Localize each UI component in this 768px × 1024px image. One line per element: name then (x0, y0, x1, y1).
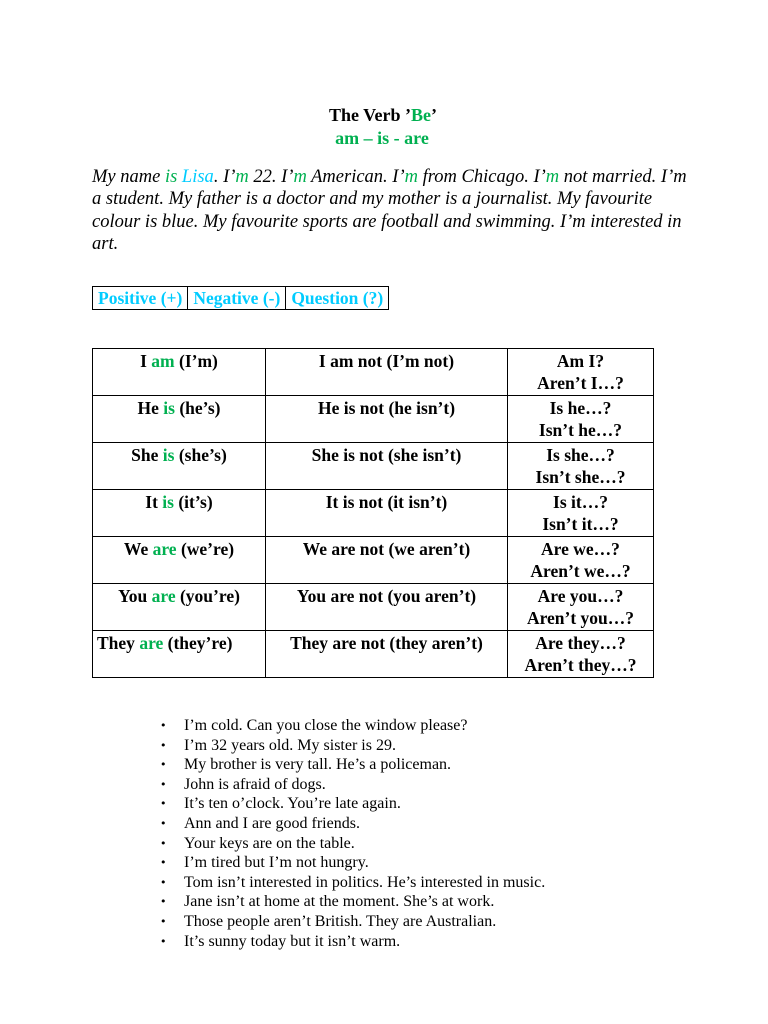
title-block (0, 104, 768, 150)
question-cell (508, 631, 654, 678)
legend-positive: Positive (+) (93, 287, 188, 310)
negative-question-form: Aren’t you…? (526, 608, 635, 628)
contraction: (they’re) (163, 633, 233, 653)
list-item: • It’s ten o’clock. You’re late again. (184, 794, 545, 814)
table-row (93, 631, 654, 678)
verb-form: are (139, 633, 164, 653)
subject: They (97, 633, 140, 653)
verb-form: am (151, 351, 175, 371)
intro-text: My name (92, 167, 165, 187)
verb-be-table (92, 348, 654, 678)
list-item: • I’m tired but I’m not hungry. (184, 853, 545, 873)
negative-cell: They are not (they aren’t) (266, 631, 508, 678)
question-cell (508, 396, 654, 443)
contraction: (he’s) (174, 398, 221, 418)
intro-text: American. I’ (306, 167, 405, 187)
negative-question-form: Isn’t he…? (538, 420, 623, 440)
list-item: • Jane isn’t at home at the moment. She’s at work. (184, 892, 545, 912)
intro-verb: m (235, 167, 249, 187)
intro-text: from Chicago. I’ (418, 167, 546, 187)
contraction: (we’re) (176, 539, 235, 559)
verb-form: are (152, 539, 177, 559)
positive-cell (93, 537, 266, 584)
intro-name: Lisa (181, 167, 214, 187)
contraction: (I’m) (174, 351, 218, 371)
intro-verb: m (545, 167, 560, 187)
subject: You (118, 586, 152, 606)
positive-cell (93, 349, 266, 396)
intro-verb: is (164, 167, 178, 187)
verb-form: is (162, 445, 175, 465)
contraction: (you’re) (175, 586, 240, 606)
example-sentences-list (184, 716, 545, 951)
title-prefix: The Verb ’ (328, 105, 411, 125)
positive-cell (93, 443, 266, 490)
title-verb: Be (411, 105, 431, 125)
intro-text: 22. I’ (248, 167, 294, 187)
table-row (93, 443, 654, 490)
question-form: Am I? (556, 351, 605, 371)
list-item: • It’s sunny today but it isn’t warm. (184, 932, 545, 952)
negative-question-form: Isn’t it…? (542, 514, 619, 534)
subject: She (131, 445, 163, 465)
list-item: • My brother is very tall. He’s a policeman. (184, 755, 545, 775)
question-cell (508, 584, 654, 631)
page-subtitle: am – is - are (335, 128, 429, 148)
table-row (93, 490, 654, 537)
subject: It (145, 492, 163, 512)
question-form: Is he…? (549, 398, 612, 418)
table-row (93, 584, 654, 631)
intro-verb: m (404, 167, 419, 187)
negative-question-form: Aren’t we…? (530, 561, 631, 581)
question-form: Are you…? (537, 586, 624, 606)
verb-form: are (151, 586, 176, 606)
negative-cell: We are not (we aren’t) (266, 537, 508, 584)
negative-question-form: Aren’t I…? (537, 373, 624, 393)
question-form: Is it…? (553, 492, 608, 512)
list-item: • I’m cold. Can you close the window please? (184, 716, 545, 736)
list-item: • I’m 32 years old. My sister is 29. (184, 736, 545, 756)
table-row (93, 349, 654, 396)
question-form: Is she…? (546, 445, 615, 465)
negative-cell: You are not (you aren’t) (266, 584, 508, 631)
positive-cell (93, 396, 266, 443)
question-cell (508, 537, 654, 584)
page-title (0, 104, 768, 127)
legend-negative: Negative (-) (188, 287, 286, 310)
subject: We (123, 539, 153, 559)
verb-form: is (162, 492, 174, 512)
intro-text: not married. I’m a student. My father is a doctor and my mother is a journalist. My favourite colour is blue. My favourite sports are football and swimming. I’m interested in art. (92, 167, 687, 254)
list-item: • Ann and I are good friends. (184, 814, 545, 834)
negative-cell: He is not (he isn’t) (266, 396, 508, 443)
list-item: • Tom isn’t interested in politics. He’s interested in music. (184, 873, 545, 893)
table-row (93, 396, 654, 443)
legend-question: Question (?) (286, 287, 389, 310)
list-item: • Your keys are on the table. (184, 834, 545, 854)
question-cell (508, 443, 654, 490)
question-form: Are they…? (535, 633, 626, 653)
table-row (93, 537, 654, 584)
subject: He (137, 398, 164, 418)
positive-cell (93, 490, 266, 537)
contraction: (she’s) (174, 445, 227, 465)
negative-cell: She is not (she isn’t) (266, 443, 508, 490)
question-form: Are we…? (541, 539, 620, 559)
question-cell (508, 349, 654, 396)
positive-cell (93, 631, 266, 678)
positive-cell (93, 584, 266, 631)
verb-form: is (163, 398, 175, 418)
contraction: (it’s) (173, 492, 213, 512)
legend-row (93, 287, 389, 310)
legend-table (92, 286, 389, 310)
intro-text: . I’ (213, 167, 236, 187)
intro-verb: m (293, 167, 307, 187)
subject: I (140, 351, 152, 371)
negative-cell: I am not (I’m not) (266, 349, 508, 396)
negative-cell: It is not (it isn’t) (266, 490, 508, 537)
title-suffix: ’ (431, 105, 437, 125)
list-item: • John is afraid of dogs. (184, 775, 545, 795)
list-item: • Those people aren’t British. They are Australian. (184, 912, 545, 932)
question-cell (508, 490, 654, 537)
negative-question-form: Aren’t they…? (524, 655, 637, 675)
negative-question-form: Isn’t she…? (535, 467, 626, 487)
intro-paragraph (92, 166, 692, 255)
